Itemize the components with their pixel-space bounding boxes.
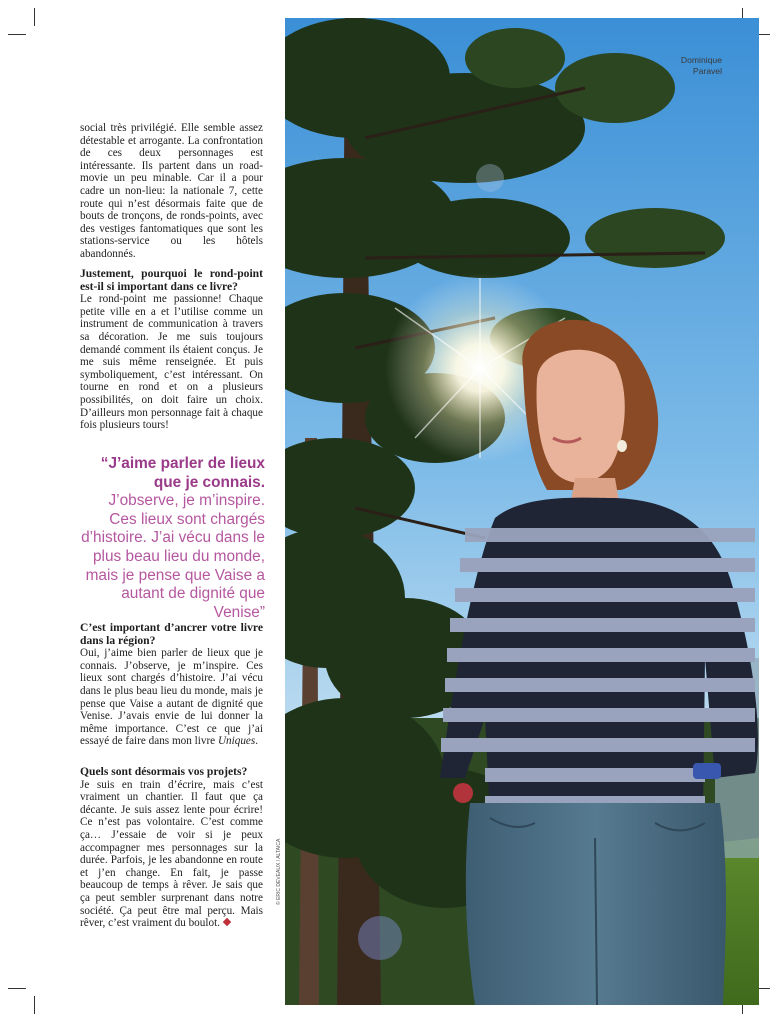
answer-1: Le rond-point me passionne! Chaque petite ville en a et l’utilise comme un instrument de communication à travers sa décoration. Je me suis toujours demandé comment ils étaient conçus. Je me suis même renseignée. Et puis symboliquement, c’est intéressant. On tourne en rond et on a plusieurs possibilités, on doit faire un choix. D’ailleurs mon personnage fait à chaque fois plusieurs tours! <box>80 293 263 432</box>
crop-mark <box>8 988 26 989</box>
answer-3 <box>80 779 263 930</box>
intro-paragraph: social très privilégié. Elle semble assez détestable et arrogante. La confrontation de ces deux personnages est intéressante. Ils partent dans un road-movie un peu minable. Car il a pour cadre un non-lieu: la nationale 7, cette route qui n’est désormais faite que de bouts de tronçons, de ronds-points, avec des vestiges fantomatiques que sont les stations-service ou les hôtels abandonnés. <box>80 122 263 260</box>
pull-quote-rest: J’observe, je m’inspire. Ces lieux sont chargés d’histoire. J’ai vécu dans le plus beau lieu du monde, mais je pense que Vaise a autant de dignité que Venise” <box>81 492 265 621</box>
portrait-photo <box>285 18 759 1005</box>
crop-mark <box>8 34 26 35</box>
question-2: C’est important d’ancrer votre livre dans la région? <box>80 621 263 647</box>
qa-block-1 <box>80 268 263 432</box>
portrait-photo-illustration <box>285 18 759 1005</box>
photo-side-credit: © ERIC DEVEAUX / ALTAICA <box>276 838 282 905</box>
question-3: Quels sont désormais vos projets? <box>80 765 248 778</box>
intro-text-block <box>80 122 263 261</box>
end-mark-icon <box>223 918 231 926</box>
answer-3-text: Je suis en train d’écrire, mais c’est vraiment un chantier. Il faut que ça décante. Je suis assez lente pour écrire! Ce n’est pas volontaire. C’est comme ça… J’essaie de voir si je peux accompagner mes personnages sur la durée. Parfois, je les abandonne en route et j’en change. En fait, je passe beaucoup de temps à rêver. Je sais que ça peut sembler surprenant dans notre société. Ça peut être mal perçu. Mais rêver, c’est vraiment du boulot. <box>80 778 263 930</box>
book-title: Uniques <box>217 735 256 748</box>
photo-credit-line: Paravel <box>692 66 722 76</box>
question-1: Justement, pourquoi le rond-point est-il si important dans ce livre? <box>80 267 263 293</box>
pull-quote-bold: “J’aime parler de lieux que je connais. <box>100 455 265 491</box>
photo-credit-line: Dominique <box>680 55 722 65</box>
pull-quote <box>80 455 265 622</box>
photo-credit <box>650 55 722 77</box>
answer-2 <box>80 647 263 748</box>
qa-block-2 <box>80 622 263 748</box>
answer-2-text: Oui, j’aime bien parler de lieux que je connais. J’observe, je m’inspire. Ces lieux sont chargés d’histoire. J’ai vécu dans le plus beau lieu du monde, mais je pense que Vaise a autant de dignité que Venise. J’avais envie de lui donner la même importance. C’est ce que j’ai essayé de faire dans mon livre <box>80 647 263 748</box>
answer-2-end: . <box>255 735 259 748</box>
crop-mark <box>34 8 35 26</box>
qa-block-3 <box>80 766 263 930</box>
crop-mark <box>34 996 35 1014</box>
